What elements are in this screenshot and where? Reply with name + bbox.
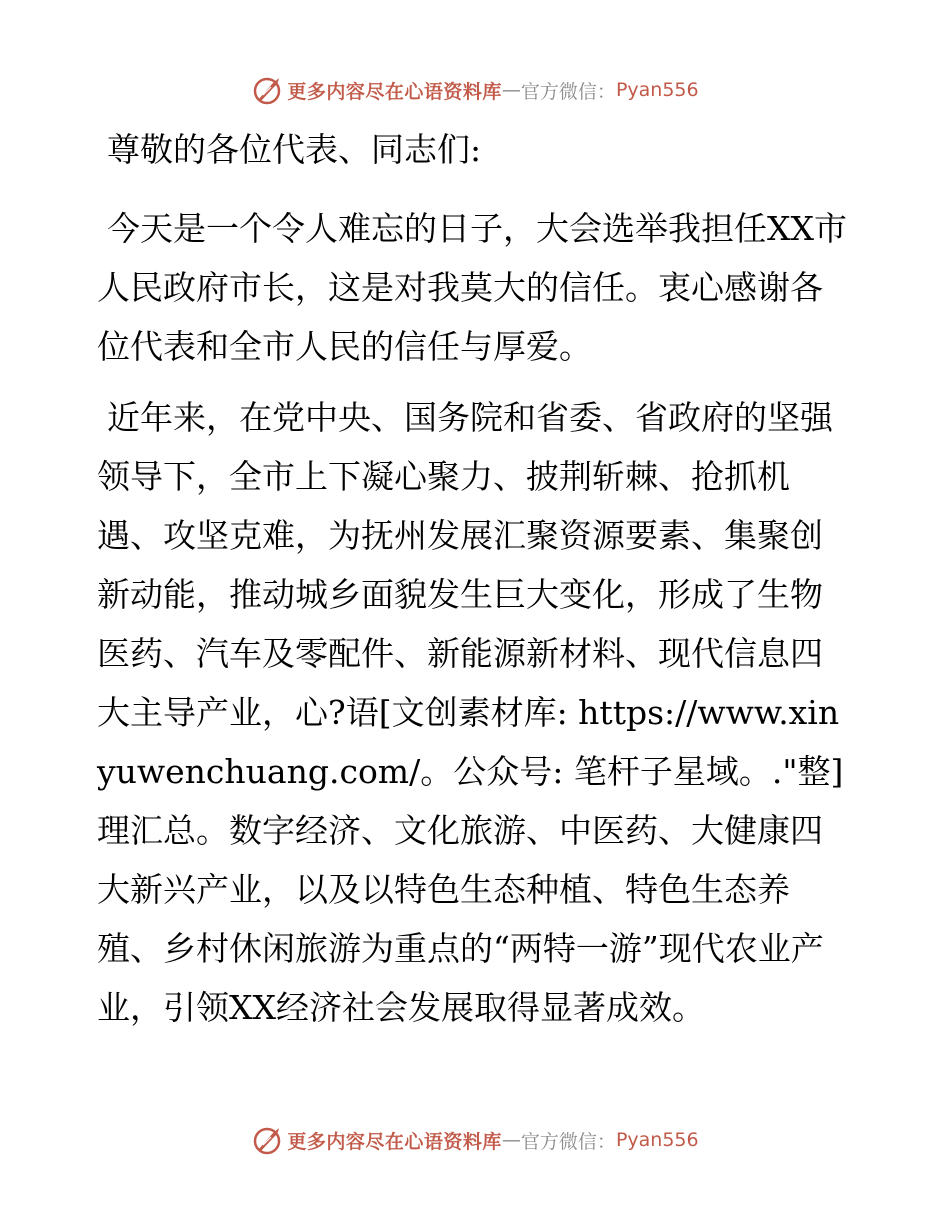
- watermark-separator: —: [501, 1129, 521, 1151]
- salutation: 尊敬的各位代表、同志们:: [107, 130, 482, 169]
- feather-pen-logo-icon: [251, 74, 283, 106]
- paragraph-1: 今天是一个令人难忘的日子，大会选举我担任XX市人民政府市长，这是对我莫大的信任。衷心感谢各位代表和全市人民的信任与厚爱。: [97, 209, 847, 366]
- watermark-main-text: 更多内容尽在心语资料库: [287, 80, 502, 103]
- footer-watermark: [0, 1120, 950, 1160]
- watermark-official-label: 官方微信：: [520, 1130, 616, 1153]
- header-watermark: [0, 70, 950, 110]
- paragraph-2: 近年来，在党中央、国务院和省委、省政府的坚强领导下，全市上下凝心聚力、披荆斩棘、抢抓机遇、攻坚克难，为抚州发展汇聚资源要素、集聚创新动能，推动城乡面貌发生巨大变化，形成了生物医药、汽车及零配件、新能源新材料、现代信息四大主导产业，心?语[文创素材库: https://www.xinyuwenchuang.com/。公众号: 笔杆子星域。."整]理汇总。数字经济、文化旅游、中医药、大健康四大新兴产业，以及以特色生态种植、特色生态养殖、乡村休闲旅游为重点的“两特一游”现代农业产业，引领XX经济社会发展取得显著成效。: [97, 398, 844, 1027]
- watermark-separator: —: [501, 79, 521, 101]
- watermark-official-label: 官方微信：: [520, 80, 616, 103]
- watermark-main-text: 更多内容尽在心语资料库: [287, 1130, 502, 1153]
- feather-pen-logo-icon: [251, 1124, 283, 1156]
- watermark-wechat-id: Pyan556: [615, 1129, 699, 1151]
- watermark-wechat-id: Pyan556: [615, 79, 699, 101]
- document-body: [97, 120, 852, 1049]
